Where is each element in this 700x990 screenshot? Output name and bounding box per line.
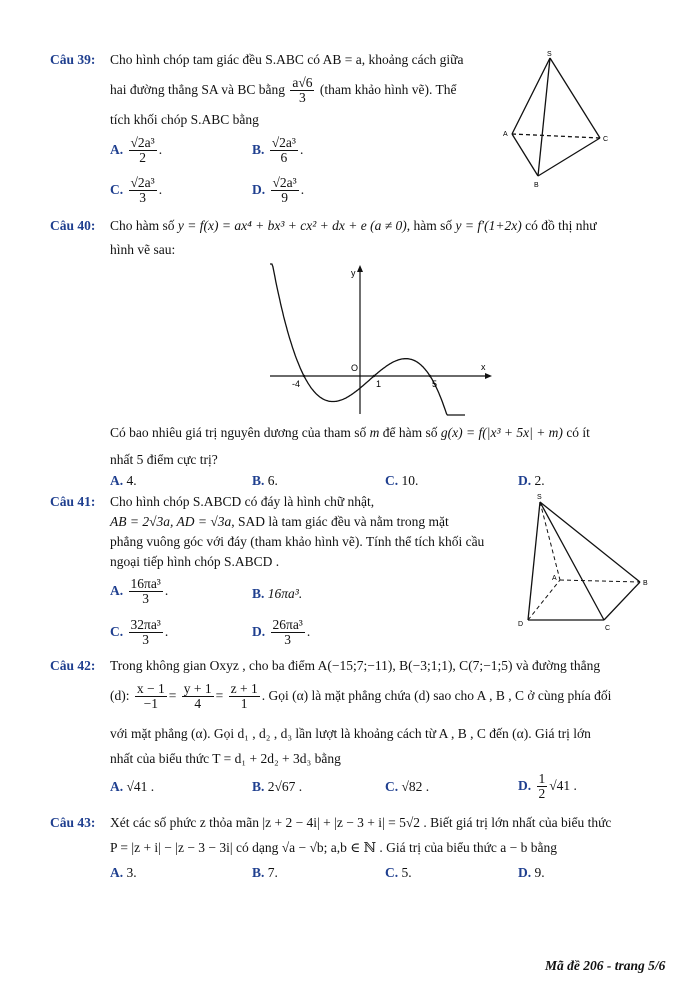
question-39-line1: Cho hình chóp tam giác đều S.ABC có AB = a, khoảng cách giữa xyxy=(110,52,464,67)
q41-option-d[interactable]: D. $\frac{\text{26πa³}}{3}$ . xyxy=(252,617,311,648)
q42-option-a[interactable]: A. √41 . xyxy=(110,779,155,794)
y-axis-label: y xyxy=(351,268,356,278)
label-a: A xyxy=(503,131,508,138)
question-40-prompt-line2: nhất 5 điểm cực trị? xyxy=(110,452,218,467)
q40-option-c[interactable]: C. 10. xyxy=(385,473,419,488)
question-39-label: Câu 39: xyxy=(50,52,96,67)
function-f-prime: y = f′(1+2x) xyxy=(455,218,522,233)
y-axis-arrow xyxy=(357,265,363,272)
pyramid-sabc-figure xyxy=(500,48,620,193)
x-tick-mark xyxy=(303,375,305,377)
x-axis-arrow xyxy=(485,373,492,379)
question-42-label: Câu 42: xyxy=(50,658,96,673)
q42-option-b[interactable]: B. 2√67 . xyxy=(252,779,303,794)
q39-option-c[interactable]: C. $\frac{\text{√2a³}}{3}$ . xyxy=(110,175,163,206)
q41-option-a[interactable]: A. $\frac{\text{16πa³}}{3}$ . xyxy=(110,576,169,607)
question-40-line2: hình vẽ sau: xyxy=(110,242,176,257)
svg-text:S: S xyxy=(537,494,542,501)
question-39-line3: tích khối chóp S.ABC bằng xyxy=(110,112,259,127)
question-43-label: Câu 43: xyxy=(50,815,96,830)
x-tick-mark xyxy=(429,375,431,377)
q42-option-c[interactable]: C. √82 . xyxy=(385,779,430,794)
q40-option-b[interactable]: B. 6. xyxy=(252,473,278,488)
q40-option-a[interactable]: A. 4. xyxy=(110,473,137,488)
label-s: S xyxy=(547,51,552,58)
question-40-prompt: Có bao nhiêu giá trị nguyên dương của tham số m để hàm số g(x) = f(|x³ + 5x| + m) có ít xyxy=(110,425,590,440)
q43-option-c[interactable]: C. 5. xyxy=(385,865,412,880)
graph-curve xyxy=(270,264,465,415)
svg-text:C: C xyxy=(605,625,611,632)
label-b: B xyxy=(534,182,539,189)
x-tick-label: 5 xyxy=(432,379,438,389)
q40-option-d[interactable]: D. 2. xyxy=(518,473,545,488)
q42-option-d[interactable]: D. $\frac{1}{2}$ √41 . xyxy=(518,771,577,802)
x-tick-label: 1 xyxy=(376,379,382,389)
origin-label: O xyxy=(351,363,359,373)
question-40-label: Câu 40: xyxy=(50,218,96,233)
x-axis-label: x xyxy=(481,362,486,372)
question-41-label: Câu 41: xyxy=(50,494,96,509)
q41-option-c[interactable]: C. $\frac{\text{32πa³}}{3}$ . xyxy=(110,617,169,648)
q43-option-d[interactable]: D. 9. xyxy=(518,865,545,880)
page-footer: Mã đề 206 - trang 5/6 xyxy=(545,958,666,973)
q43-option-b[interactable]: B. 7. xyxy=(252,865,278,880)
question-39-distance-fraction: $\frac{a√6}{3}$ xyxy=(292,75,313,106)
q39-option-d[interactable]: D. $\frac{\text{√2a³}}{9}$ . xyxy=(252,175,305,206)
question-39-line2-post: (tham khảo hình vẽ). Thể xyxy=(319,81,457,97)
pyramid-sabcd-figure xyxy=(512,492,660,632)
q39-option-a[interactable]: A. $\frac{\text{√2a³}}{2}$ . xyxy=(110,135,163,166)
svg-text:B: B xyxy=(643,580,648,587)
label-c: C xyxy=(603,136,609,143)
svg-text:D: D xyxy=(518,621,524,628)
question-39-line2-pre: hai đường thẳng SA và BC bằng xyxy=(110,81,285,97)
function-f: y = f(x) = ax⁴ + bx³ + cx² + dx + e (a ≠ 0) xyxy=(177,218,407,233)
x-tick-mark xyxy=(373,375,375,377)
graph-40 xyxy=(265,262,495,417)
q39-option-b[interactable]: B. $\frac{\text{√2a³}}{6}$ . xyxy=(252,135,304,166)
x-tick-label: -4 xyxy=(292,379,301,389)
q41-option-b[interactable]: B. 16πa³. xyxy=(252,586,303,601)
q43-option-a[interactable]: A. 3. xyxy=(110,865,137,880)
svg-text:A: A xyxy=(552,575,557,582)
